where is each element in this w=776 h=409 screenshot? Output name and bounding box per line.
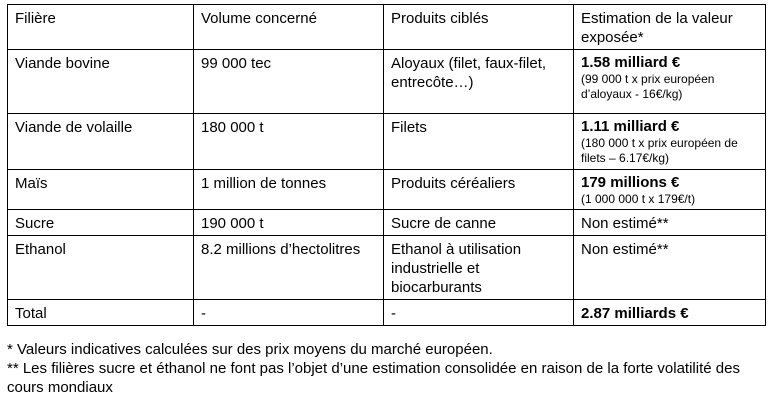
- row-valeur: 1.58 milliard €: [581, 54, 681, 71]
- row-valeur-cell: [574, 170, 766, 210]
- table-row: [8, 236, 766, 300]
- row-produits: Produits céréaliers: [384, 170, 574, 210]
- total-row: [8, 300, 766, 326]
- row-volume: 8.2 millions d’hectolitres: [194, 236, 384, 300]
- total-valeur: 2.87 milliards €: [574, 300, 766, 326]
- row-volume: 190 000 t: [194, 210, 384, 236]
- header-filiere: Filière: [8, 5, 194, 50]
- row-produits: Aloyaux (filet, faux-filet, entrecôte…): [384, 50, 574, 114]
- header-volume: Volume concerné: [194, 5, 384, 50]
- total-label: Total: [8, 300, 194, 326]
- table-row: [8, 170, 766, 210]
- table-row: [8, 114, 766, 170]
- row-valeur: 179 millions €: [581, 174, 680, 191]
- row-filiere: Ethanol: [8, 236, 194, 300]
- row-detail: (99 000 t x prix européen d’aloyaux - 16€/kg): [581, 72, 715, 101]
- header-row: [8, 5, 766, 50]
- row-volume: 1 million de tonnes: [194, 170, 384, 210]
- row-volume: 180 000 t: [194, 114, 384, 170]
- row-valeur: 1.11 milliard €: [581, 118, 680, 135]
- row-valeur: Non estimé**: [574, 210, 766, 236]
- row-valeur-cell: [574, 114, 766, 170]
- total-volume: -: [194, 300, 384, 326]
- row-valeur-cell: [574, 50, 766, 114]
- row-produits: Filets: [384, 114, 574, 170]
- row-detail: (180 000 t x prix européen de filets – 6.17€/kg): [581, 136, 738, 165]
- table-row: [8, 210, 766, 236]
- row-detail: (1 000 000 t x 179€/t): [581, 192, 696, 206]
- row-produits: Ethanol à utilisation industrielle et biocarburants: [384, 236, 574, 300]
- row-filiere: Viande de volaille: [8, 114, 194, 170]
- row-filiere: Maïs: [8, 170, 194, 210]
- row-produits: Sucre de canne: [384, 210, 574, 236]
- row-filiere: Sucre: [8, 210, 194, 236]
- footnotes: [7, 340, 767, 397]
- footnote-2: ** Les filières sucre et éthanol ne font pas l’objet d’une estimation consolidée en raison de la forte volatilité des cours mondiaux: [7, 360, 740, 396]
- total-produits: -: [384, 300, 574, 326]
- row-filiere: Viande bovine: [8, 50, 194, 114]
- header-valeur: Estimation de la valeur exposée*: [574, 5, 766, 50]
- value-table: [7, 4, 766, 326]
- row-valeur: Non estimé**: [574, 236, 766, 300]
- table-row: [8, 50, 766, 114]
- row-volume: 99 000 tec: [194, 50, 384, 114]
- footnote-1: * Valeurs indicatives calculées sur des prix moyens du marché européen.: [7, 341, 493, 358]
- header-produits: Produits ciblés: [384, 5, 574, 50]
